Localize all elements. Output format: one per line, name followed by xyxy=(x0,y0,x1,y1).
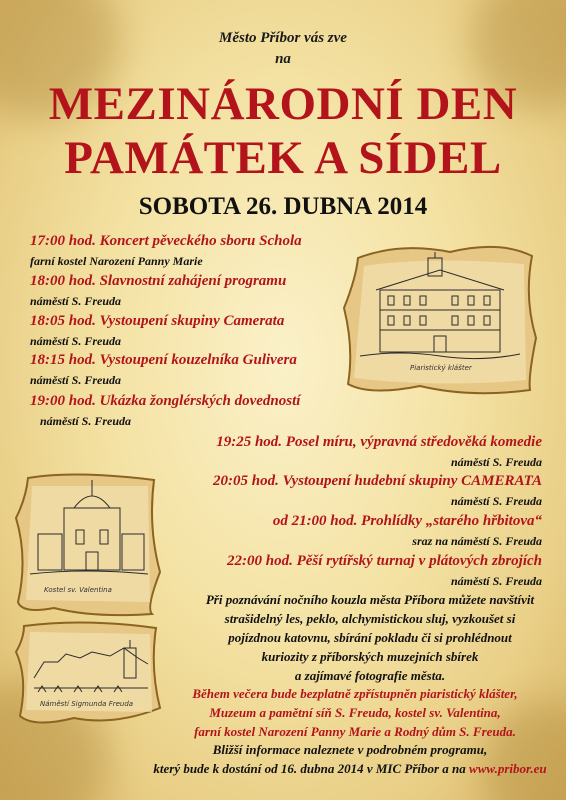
intro-line-2: na xyxy=(275,51,291,67)
info-paragraph-1 xyxy=(190,590,550,685)
church-sketch xyxy=(14,468,164,618)
program-right-event-4: 22:00 hod. Pěší rytířský turnaj v plátových zbrojích xyxy=(227,553,542,569)
program-left-place-5: náměstí S. Freuda xyxy=(40,414,132,428)
program-left-event-4: 18:15 hod. Vystoupení kouzelníka Gulivera xyxy=(30,352,297,368)
program-left-event-2: 18:00 hod. Slavnostní zahájení programu xyxy=(30,273,287,289)
program-right-place-1: náměstí S. Freuda xyxy=(450,455,542,469)
title-line-2: PAMÁTEK A SÍDEL xyxy=(64,132,502,184)
info-line: a zajímavé fotografie města. xyxy=(294,668,446,683)
info-line: Bližší informace naleznete v podrobném programu, xyxy=(212,742,488,757)
program-left-place-4: náměstí S. Freuda xyxy=(30,373,122,387)
info-line: Při poznávání nočního kouzla města Příbora můžete navštívit xyxy=(205,592,535,607)
info-line: farní kostel Narození Panny Marie a Rodný dům S. Freuda. xyxy=(194,724,516,739)
info-paragraph-2 xyxy=(160,684,550,741)
intro-line-1: Město Příbor vás zve xyxy=(219,30,347,46)
info-paragraph-3 xyxy=(150,740,550,778)
monastery-sketch xyxy=(340,238,540,398)
program-left-event-3: 18:05 hod. Vystoupení skupiny Camerata xyxy=(30,313,285,329)
title-line-1: MEZINÁRODNÍ DEN xyxy=(48,78,518,130)
program-left-place-2: náměstí S. Freuda xyxy=(30,294,122,308)
program-right-place-2: náměstí S. Freuda xyxy=(450,494,542,508)
website-link[interactable]: www.pribor.eu xyxy=(469,761,547,776)
info-line: Muzeum a pamětní síň S. Freuda, kostel sv. Valentina, xyxy=(209,705,501,720)
event-date: SOBOTA 26. DUBNA 2014 xyxy=(138,193,428,220)
program-right-event-2: 20:05 hod. Vystoupení hudební skupiny CAMERATA xyxy=(213,473,542,489)
info-line: strašidelný les, peklo, alchymistickou sluj, vyzkoušet si xyxy=(224,611,516,626)
sketch-caption-top: Piaristický klášter xyxy=(410,364,472,372)
program-left-place-1: farní kostel Narození Panny Marie xyxy=(30,254,203,268)
program-right-place-3: sraz na náměstí S. Freuda xyxy=(412,534,542,548)
info-line: pojízdnou katovnu, sbírání pokladu či si prohlédnout xyxy=(228,630,512,645)
program-left-place-3: náměstí S. Freuda xyxy=(30,334,122,348)
info-line: kuriozity z příborských muzejních sbírek xyxy=(261,649,479,664)
program-right-event-1: 19:25 hod. Posel míru, výpravná středověká komedie xyxy=(216,434,542,450)
sketch-caption-bottom: Náměstí Sigmunda Freuda xyxy=(40,700,134,708)
info-line: Během večera bude bezplatně zpřístupněn piaristický klášter, xyxy=(192,686,518,701)
program-right-place-4: náměstí S. Freuda xyxy=(450,574,542,588)
program-right-event-3: od 21:00 hod. Prohlídky „starého hřbitova“ xyxy=(272,513,542,529)
square-sketch xyxy=(14,618,164,730)
program-left-event-1: 17:00 hod. Koncert pěveckého sboru Schola xyxy=(30,233,302,249)
program-left-event-5: 19:00 hod. Ukázka žonglérských dovedností xyxy=(30,393,301,409)
info-line: který bude k dostání od 16. dubna 2014 v MIC Příbor a na www.pribor.eu xyxy=(153,761,547,776)
sketch-caption-mid: Kostel sv. Valentina xyxy=(44,586,112,594)
